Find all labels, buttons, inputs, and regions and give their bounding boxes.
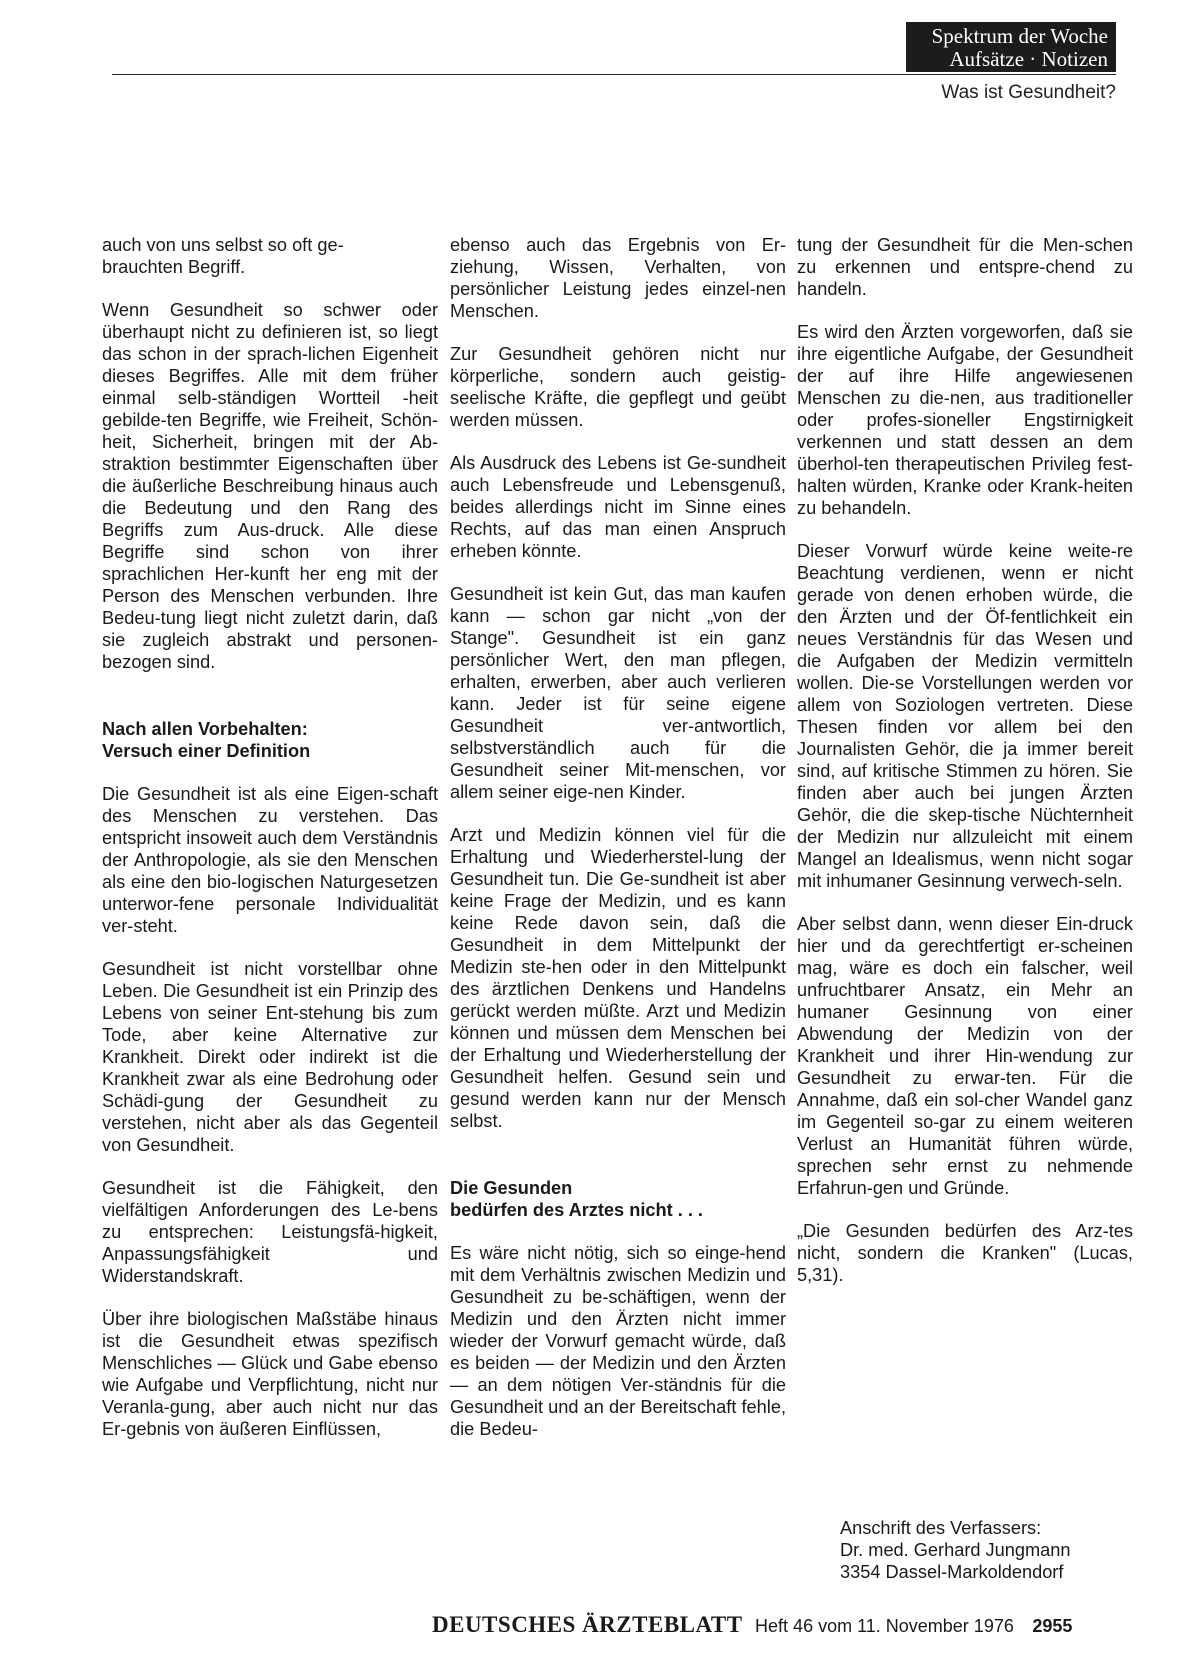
paragraph: Arzt und Medizin können viel für die Erhaltung und Wiederherstel-lung der Gesundheit tun. Die Ge-sundheit ist aber keine Frage der Medizin, und es kann keine Rede davon sein, daß die Gesundheit in dem Mittelpunkt der Medizin ste-hen oder in den Mittelpunkt des ärztlichen Denkens und Handelns gerückt werden müßte. Arzt und Medizin können und müssen dem Menschen bei der Erhaltung und Wiederherstellung der Gesundheit helfen. Gesund sein und gesund werden kann nur der Mensch selbst. xyxy=(450,825,786,1131)
paragraph: Gesundheit ist die Fähigkeit, den vielfältigen Anforderungen des Le-bens zu entsprechen: Leistungsfä-higkeit, Anpassungsfähigkeit und Widerstandskraft. xyxy=(102,1178,438,1286)
paragraph: Dieser Vorwurf würde keine weite-re Beachtung verdienen, wenn er nicht gerade von denen erhoben würde, die den Ärzten und der Öf-fentlichkeit ein neues Verständnis für das Wesen und die Aufgaben der Medizin vermitteln wollen. Die-se Vorstellungen werden vor allem von Soziologen vertreten. Diese Thesen finden vor allem bei den Journalisten Gehör, die ja immer bereit sind, auf kritische Stimmen zu hören. Sie finden aber auch bei jungen Ärzten Gehör, die die skep-tische Nüchternheit der Medizin nur allzuleicht mit einem Mangel an Idealismus, wenn nicht sogar mit inhumaner Gesinnung verwech-seln. xyxy=(797,541,1133,891)
paragraph: Es wird den Ärzten vorgeworfen, daß sie ihre eigentliche Aufgabe, der Gesundheit der auf ihre Hilfe angewiesenen Menschen zu die-nen, aus traditioneller oder profes-sioneller Engstirnigkeit verkennen und statt dessen an dem überhol-ten therapeutischen Privileg fest-halten würden, Kranke oder Krank-heiten zu behandeln. xyxy=(797,322,1133,518)
badge-line-2: Aufsätze · Notizen xyxy=(949,47,1108,71)
paragraph: Die Gesundheit ist als eine Eigen-schaft des Menschen zu verstehen. Das entspricht insoweit auch dem Verständnis der Anthropologie, als sie den Menschen als eine den bio-logischen Naturgesetzen unterwor-fene personale Individualität ver-steht. xyxy=(102,784,438,936)
journal-name: DEUTSCHES ÄRZTEBLATT xyxy=(432,1612,743,1637)
author-address: Anschrift des Verfassers: Dr. med. Gerhard Jungmann 3354 Dassel-Markoldendorf xyxy=(840,1518,1071,1582)
column-3 xyxy=(797,234,1133,1307)
paragraph: auch von uns selbst so oft ge- brauchten Begriff. xyxy=(102,235,344,277)
paragraph: Es wäre nicht nötig, sich so einge-hend mit dem Verhältnis zwischen Medizin und Gesundheit zu be-schäftigen, wenn der Medizin und den Ärzten nicht immer wieder der Vorwurf gemacht würde, daß es beiden — der Medizin und den Ärzten — an dem nötigen Ver-ständnis für die Gesundheit und an der Bereitschaft fehle, die Bedeu- xyxy=(450,1243,786,1439)
section-badge xyxy=(906,22,1116,72)
header-rule xyxy=(112,74,1116,75)
section-heading: Die Gesunden bedürfen des Arztes nicht . . . xyxy=(450,1178,703,1220)
column-1 xyxy=(102,234,438,1461)
paragraph: Wenn Gesundheit so schwer oder überhaupt nicht zu definieren ist, so liegt das schon in der sprach-lichen Eigenheit dieses Begriffes. Alle mit dem früher einmal selb-ständigen Wortteil -heit gebilde-ten Begriffe, wie Freiheit, Schön-heit, Sicherheit, bringen mit der Ab-straktion bestimmter Eigenschaften über die äußerliche Beschreibung hinaus auch die Bedeutung und den Rang des Begriffs zum Aus-druck. Alle diese Begriffe sind schon von ihrer sprachlichen Her-kunft her eng mit der Person des Menschen verbunden. Ihre Bedeu-tung liegt nicht zuletzt darin, daß sie zugleich abstrakt und personen-bezogen sind. xyxy=(102,300,438,672)
page-footer xyxy=(432,1612,1072,1638)
quote-paragraph: „Die Gesunden bedürfen des Arz-tes nicht, sondern die Kranken" (Lucas, 5,31). xyxy=(797,1221,1133,1285)
paragraph: Zur Gesundheit gehören nicht nur körperliche, sondern auch geistig-seelische Kräfte, die gepflegt und geübt werden müssen. xyxy=(450,344,786,430)
badge-line-1: Spektrum der Woche xyxy=(931,24,1108,48)
page-number: 2955 xyxy=(1032,1616,1073,1636)
paragraph: Als Ausdruck des Lebens ist Ge-sundheit auch Lebensfreude und Lebensgenuß, beides allerdings nicht im Sinne eines Rechts, auf das man einen Anspruch erheben könnte. xyxy=(450,453,786,561)
column-2 xyxy=(450,234,786,1461)
issue-info: Heft 46 vom 11. November 1976 xyxy=(755,1616,1014,1636)
section-heading: Nach allen Vorbehalten: Versuch einer Definition xyxy=(102,719,311,761)
paragraph: Aber selbst dann, wenn dieser Ein-druck hier und da gerechtfertigt er-scheinen mag, wäre es doch ein falscher, weil unfruchtbarer Ansatz, ein Mehr an humaner Gesinnung von einer Abwendung der Medizin von der Krankheit und ihrer Hin-wendung zur Gesundheit zu erwar-ten. Für die Annahme, daß ein sol-cher Wandel ganz im Gegenteil so-gar zu einem weiteren Verlust an Humanität führen würde, sprechen sehr ernst zu nehmende Erfahrun-gen und Gründe. xyxy=(797,914,1133,1198)
running-title: Was ist Gesundheit? xyxy=(941,82,1116,103)
paragraph: ebenso auch das Ergebnis von Er-ziehung, Wissen, Verhalten, von persönlicher Leistung jedes einzel-nen Menschen. xyxy=(450,235,786,321)
paragraph: tung der Gesundheit für die Men-schen zu erkennen und entspre-chend zu handeln. xyxy=(797,235,1133,299)
paragraph: Gesundheit ist kein Gut, das man kaufen kann — schon gar nicht „von der Stange". Gesundheit ist ein ganz persönlicher Wert, den man pflegen, erhalten, erwerben, aber auch verlieren kann. Jeder ist für seine eigene Gesundheit ver-antwortlich, selbstverständlich auch für die Gesundheit seiner Mit-menschen, vor allem seiner eige-nen Kinder. xyxy=(450,584,786,802)
paragraph: Über ihre biologischen Maßstäbe hinaus ist die Gesundheit etwas spezifisch Menschliches — Glück und Gabe ebenso wie Aufgabe und Verpflichtung, nicht nur Veranla-gung, aber auch nicht nur das Er-gebnis von äußeren Einflüssen, xyxy=(102,1309,438,1439)
paragraph: Gesundheit ist nicht vorstellbar ohne Leben. Die Gesundheit ist ein Prinzip des Lebens von seiner Ent-stehung bis zum Tode, aber keine Alternative zur Krankheit. Direkt oder indirekt ist die Krankheit zwar als eine Bedrohung oder Schädi-gung der Gesundheit zu verstehen, nicht aber als das Gegenteil von Gesundheit. xyxy=(102,959,438,1155)
